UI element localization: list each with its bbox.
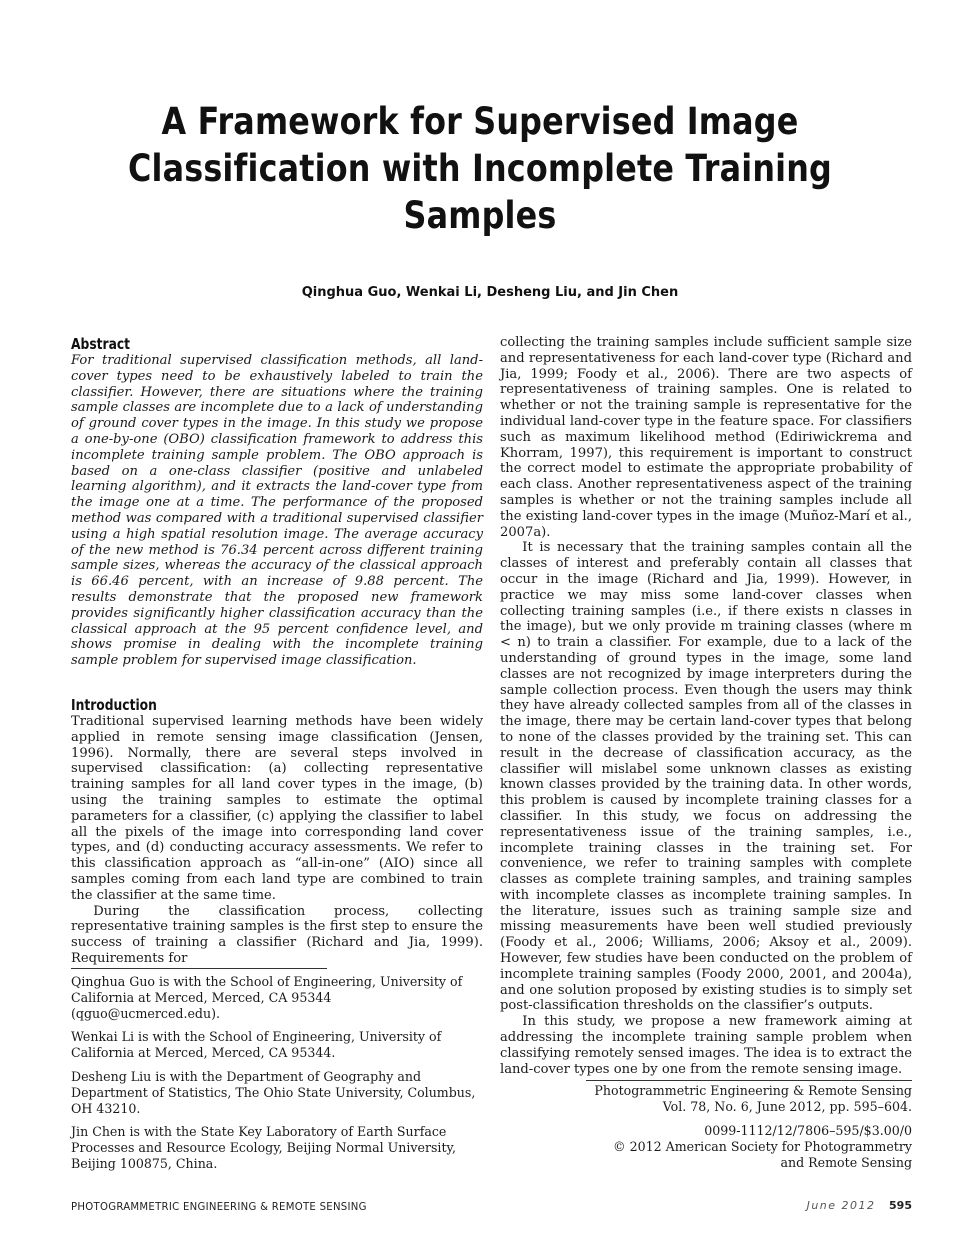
citation-code: 0099-1112/12/7806–595/$3.00/0 <box>704 1123 912 1138</box>
title-line-1: A Framework for Supervised Image <box>161 100 799 143</box>
affiliation-guo: Qinghua Guo is with the School of Engineering, University of California at Merced, Merced, CA 95344 (qguo@ucmerced.edu). <box>71 974 463 1021</box>
citation-volume: Vol. 78, No. 6, June 2012, pp. 595–604. <box>662 1099 912 1114</box>
citation-copyright: © 2012 American Society for Photogrammetry <box>613 1139 912 1154</box>
citation-spacer <box>540 1115 912 1123</box>
footnote-divider <box>71 968 327 969</box>
right-paragraph-1: collecting the training samples include sufficient sample size and representativeness for each land-cover type (Richard and Jia, 1999; Foody et al., 2006). There are two aspects of representativeness of training samples. One is related to whether or not the training sample is representative for the individual land-cover type in the feature space. For classifiers such as maximum likelihood method (Ediriwickrema and Khorram, 1997), this requirement is important to construct the correct model to estimate the appropriate probability of each class. Another representativeness aspect of the training samples is whether or not the training samples include all the existing land-cover types in the image (Muñoz-Marí et al., 2007a). <box>500 335 912 540</box>
title-line-3: Samples <box>403 194 557 237</box>
footer-date: June 2012 <box>806 1199 876 1212</box>
title-line-2: Classification with Incomplete Training <box>127 147 833 190</box>
author-affiliations <box>71 974 483 1180</box>
right-column <box>500 335 912 1077</box>
footer-right <box>807 1199 912 1212</box>
introduction-paragraph-2: During the classification process, collecting representative training samples is the first step to ensure the success of training a classifier (Richard and Jia, 1999). Requirements for <box>71 903 483 966</box>
citation-copyright-line-2: and Remote Sensing <box>780 1155 912 1170</box>
right-paragraph-3: In this study, we propose a new framework aiming at addressing the incomplete training sample problem when classifying remotely sensed images. The idea is to extract the land-cover types one by one from the remote sensing image. <box>500 1014 912 1077</box>
citation-divider <box>586 1080 912 1081</box>
right-paragraph-2: It is necessary that the training samples contain all the classes of interest and preferably contain all classes that occur in the image (Richard and Jia, 1999). However, in practice we may miss some land-cover classes when collecting training samples (i.e., if there exists n classes in the image), but we only provide m training classes (where m < n) to train a classifier. For example, due to a lack of the understanding of ground types in the image, some land classes are not recognized by image interpreters during the sample collection process. Even though the users may think they have already collected samples from all of the classes in the image, there may be certain land-cover types that belong to none of the classes provided by the training set. This can result in the decrease of classification accuracy, as the classifier will mislabel some unknown classes as existing known classes provided by the training data. In other words, this problem is caused by incomplete training classes for a classifier. In this study, we focus on addressing the representativeness issue of the training samples, i.e., incomplete training classes in the training set. For convenience, we refer to training samples with complete classes as complete training samples, and training samples with incomplete classes as incomplete training samples. In the literature, issues such as training sample size and missing measurements have been well studied previously (Foody et al., 2006; Williams, 2006; Aksoy et al., 2009). However, few studies have been conducted on the problem of incomplete training samples (Foody 2000, 2001, and 2004a), and one solution proposed by existing studies is to simply set post-classification thresholds on the classifier’s outputs. <box>500 540 912 1014</box>
paper-title <box>119 98 841 239</box>
footer-journal-name: PHOTOGRAMMETRIC ENGINEERING & REMOTE SENSING <box>71 1200 367 1213</box>
abstract-heading: Abstract <box>71 335 131 353</box>
affiliation-li: Wenkai Li is with the School of Engineering, University of California at Merced, Merced, CA 95344. <box>71 1029 442 1061</box>
introduction-paragraph-1: Traditional supervised learning methods have been widely applied in remote sensing image classification (Jensen, 1996). Normally, there are several steps involved in supervised classification: (a) collecting representative training samples for all land cover types in the image, (b) using the training samples to estimate the optimal parameters for a classifier, (c) applying the classifier to label all the pixels of the image into corresponding land cover types, and (d) conducting accuracy assessments. We refer to this classification approach as “all-in-one” (AIO) since all samples coming from each land type are combined to train the classifier at the same time. <box>71 713 483 903</box>
introduction-heading: Introduction <box>71 695 157 714</box>
citation-journal: Photogrammetric Engineering & Remote Sensing <box>594 1083 912 1098</box>
citation-block <box>540 1083 912 1171</box>
affiliation-liu: Desheng Liu is with the Department of Geography and Department of Statistics, The Ohio State University, Columbus, OH 43210. <box>71 1068 476 1116</box>
left-column <box>71 335 483 967</box>
page-number: 595 <box>889 1199 912 1212</box>
affiliation-chen: Jin Chen is with the State Key Laboratory of Earth Surface Processes and Resource Ecology, Beijing Normal University, Beijing 100875, China. <box>71 1124 456 1171</box>
author-list: Qinghua Guo, Wenkai Li, Desheng Liu, and Jin Chen <box>301 285 679 300</box>
abstract-body: For traditional supervised classification methods, all land-cover types need to be exhaustively labeled to train the classifier. However, there are situations where the training sample classes are incomplete due to a lack of understanding of ground cover types in the image. In this study we propose a one-by-one (OBO) classification framework to address this incomplete training sample problem. The OBO approach is based on a one-class classifier (positive and unlabeled learning algorithm), and it extracts the land-cover type from the image one at a time. The performance of the proposed method was compared with a traditional supervised classifier using a high spatial resolution image. The average accuracy of the new method is 76.34 percent across different training sample sizes, whereas the accuracy of the classical approach is 66.46 percent, with an increase of 9.88 percent. The results demonstrate that the proposed new framework provides significantly higher classification accuracy than the classical approach at the 95 percent confidence level, and shows promise in dealing with the incomplete training sample problem for supervised image classification. <box>71 353 483 669</box>
